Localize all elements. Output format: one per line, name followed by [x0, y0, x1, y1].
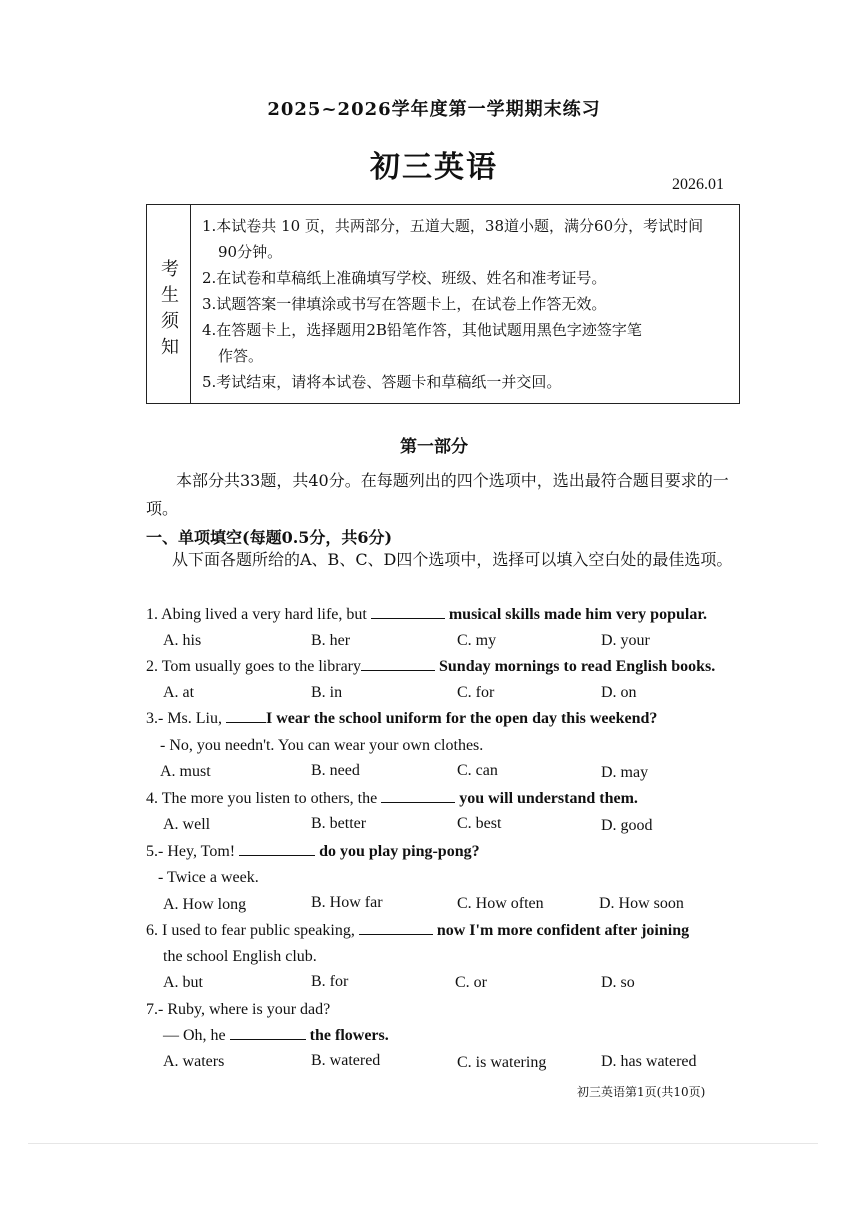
option-d: D. has watered — [601, 1053, 697, 1070]
option-c: C. for — [457, 684, 495, 701]
notice-rules — [202, 213, 737, 395]
option-c: C. best — [457, 815, 502, 832]
notice-label-char: 生 — [161, 285, 179, 306]
subject-title: 初三英语 — [370, 150, 498, 185]
option-b: B. better — [311, 815, 367, 832]
option-d: D. so — [601, 974, 635, 991]
page-footer: 初三英语第1页(共10页) — [577, 1085, 706, 1099]
answer-blank — [359, 934, 433, 935]
section-heading: 一、单项填空(每题0.5分，共6分) — [146, 528, 393, 547]
question-stem — [146, 658, 715, 676]
option-d: D. on — [601, 684, 637, 701]
part-title: 第一部分 — [400, 437, 468, 457]
stem-text: 4. The more you listen to others, the — [146, 790, 382, 807]
option-a: A. well — [163, 816, 211, 833]
option-d: D. your — [601, 632, 650, 649]
notice-rule — [202, 213, 737, 265]
option-b: B. How far — [311, 894, 383, 911]
notice-rule — [202, 291, 737, 317]
notice-label — [147, 205, 191, 403]
stem-text-bold: you will understand them. — [455, 790, 638, 807]
rule-text-cont: 作答。 — [218, 347, 264, 365]
stem-text-bold: musical skills made him very popular. — [444, 606, 707, 623]
question-stem-cont: the school English club. — [163, 948, 317, 965]
option-c: C. can — [457, 762, 498, 779]
answer-blank — [371, 618, 445, 619]
stem-text-bold: the flowers. — [305, 1027, 389, 1044]
option-c: C. or — [455, 974, 487, 991]
question-reply: - No, you needn't. You can wear your own clothes. — [160, 737, 484, 754]
stem-text-bold: Sunday mornings to read English books. — [435, 658, 716, 675]
option-c: C. How often — [457, 895, 544, 912]
question-stem — [146, 922, 689, 940]
stem-text: 1. Abing lived a very hard life, but — [146, 606, 371, 623]
exam-notice-box — [146, 204, 740, 404]
exam-date: 2026.01 — [672, 176, 724, 193]
option-d: D. good — [601, 817, 653, 834]
option-a: A. his — [163, 632, 202, 649]
option-b: B. in — [311, 684, 343, 701]
option-a: A. waters — [163, 1053, 225, 1070]
answer-blank — [226, 722, 266, 723]
question-reply: - Twice a week. — [158, 869, 259, 886]
option-a: A. but — [163, 974, 203, 991]
option-b: B. for — [311, 973, 349, 990]
stem-text-bold: I wear the school uniform for the open day this weekend? — [266, 710, 658, 727]
exam-name: 2025~2026学年度第一学期期末练习 — [267, 99, 601, 120]
question-reply — [163, 1027, 389, 1045]
stem-text-bold: do you play ping-pong? — [315, 843, 480, 860]
notice-rule — [202, 369, 737, 395]
option-d: D. may — [601, 764, 649, 781]
option-a: A. must — [160, 763, 211, 780]
notice-label-char: 须 — [161, 311, 179, 332]
stem-text: — Oh, he — [163, 1027, 230, 1044]
question-stem — [146, 606, 707, 624]
rule-text: 2.在试卷和草稿纸上准确填写学校、班级、姓名和准考证号。 — [202, 269, 607, 287]
option-b: B. need — [311, 762, 360, 779]
notice-rule — [202, 317, 737, 369]
notice-rule — [202, 265, 737, 291]
option-b: B. her — [311, 632, 351, 649]
answer-blank — [361, 670, 435, 671]
notice-label-char: 知 — [161, 337, 179, 358]
answer-blank — [239, 855, 315, 856]
stem-text-bold: now I'm more confident after joining — [432, 922, 690, 939]
rule-text: 3.试题答案一律填涂或书写在答题卡上，在试卷上作答无效。 — [202, 295, 607, 313]
answer-blank — [381, 802, 455, 803]
stem-text: 6. I used to fear public speaking, — [146, 922, 359, 939]
rule-text: 1.本试卷共 10 页，共两部分，五道大题，38道小题，满分60分，考试时间 — [202, 217, 704, 235]
stem-text: 5.- Hey, Tom! — [146, 843, 240, 860]
stem-text: 2. Tom usually goes to the library — [146, 658, 361, 675]
answer-blank — [230, 1039, 306, 1040]
option-c: C. my — [457, 632, 497, 649]
option-a: A. at — [163, 684, 195, 701]
section-instruction: 从下面各题所给的A、B、C、D四个选项中，选择可以填入空白处的最佳选项。 — [172, 550, 733, 569]
option-a: A. How long — [163, 896, 247, 913]
question-stem — [146, 710, 657, 728]
question-stem — [146, 790, 638, 808]
question-stem: 7.- Ruby, where is your dad? — [146, 1001, 331, 1018]
rule-text-cont: 90分钟。 — [218, 243, 283, 261]
rule-text: 5.考试结束，请将本试卷、答题卡和草稿纸一并交回。 — [202, 373, 562, 391]
rule-text: 4.在答题卡上，选择题用2B铅笔作答，其他试题用黑色字迹签字笔 — [202, 321, 642, 339]
notice-label-char: 考 — [161, 259, 179, 280]
part-intro: 本部分共33题，共40分。在每题列出的四个选项中，选出最符合题目要求的一项。 — [146, 471, 729, 518]
option-b: B. watered — [311, 1052, 381, 1069]
option-c: C. is watering — [457, 1054, 547, 1071]
stem-text: 3.- Ms. Liu, — [146, 710, 226, 727]
question-stem — [146, 843, 480, 861]
page-divider — [28, 1143, 818, 1144]
option-d: D. How soon — [599, 895, 684, 912]
